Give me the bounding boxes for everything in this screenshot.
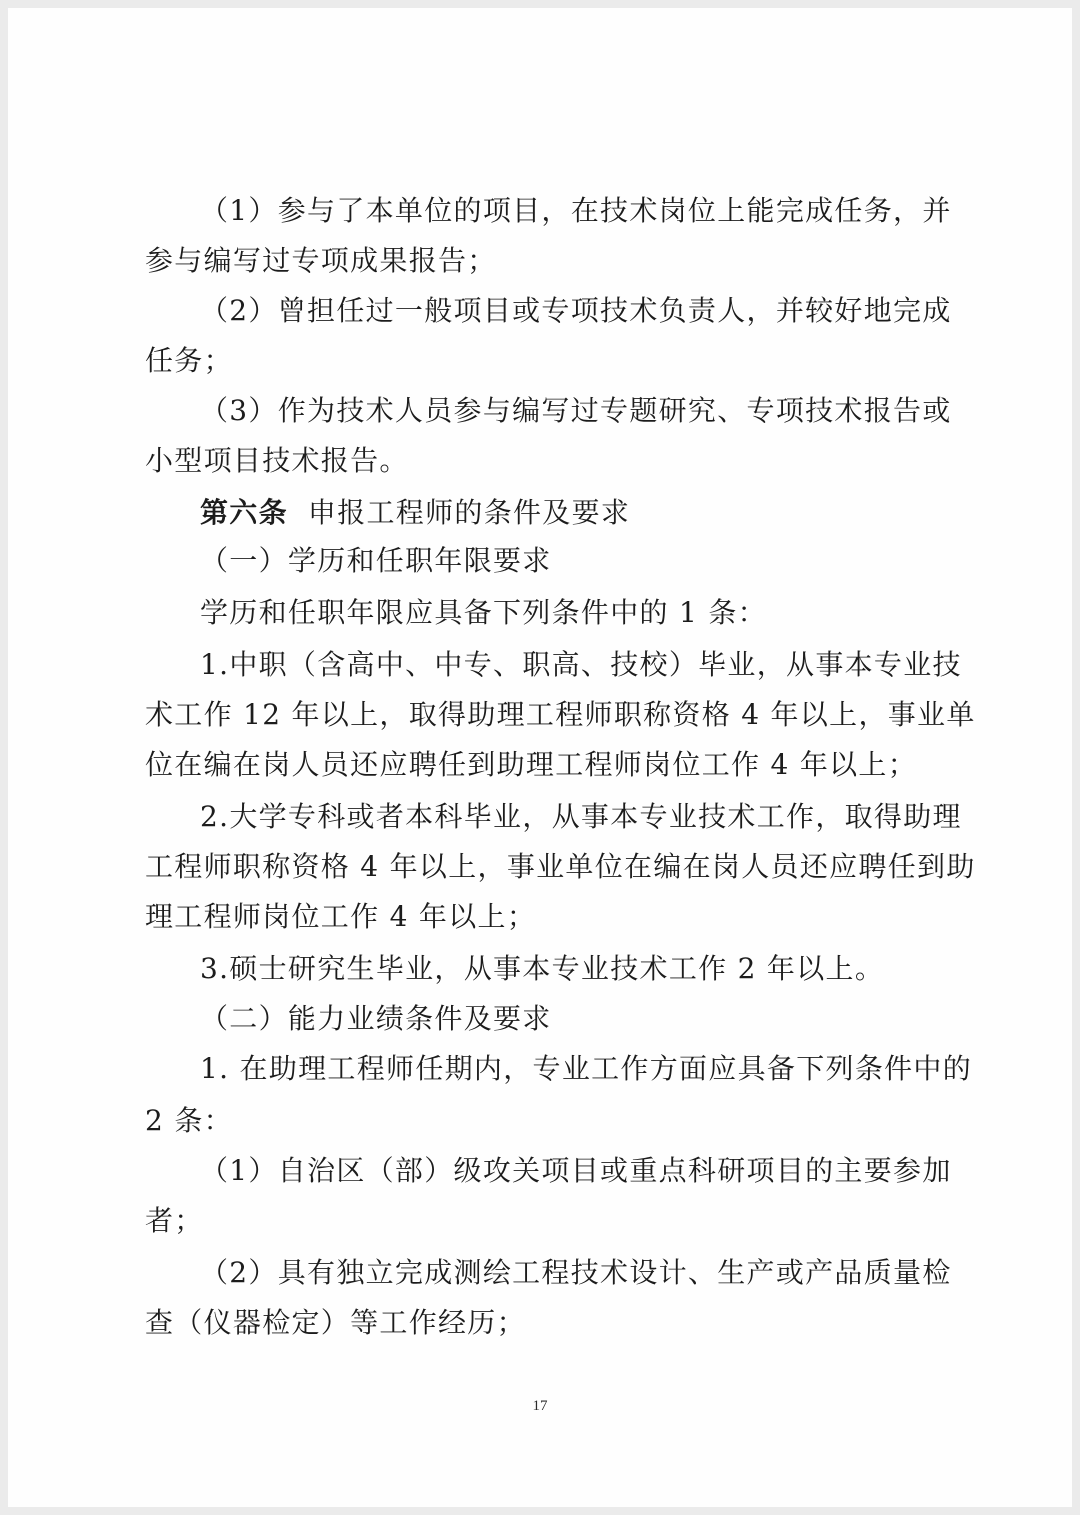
paragraph-line: 1. 在助理工程师任期内，专业工作方面应具备下列条件中的 — [200, 1052, 973, 1085]
paragraph-line: 任务； — [145, 344, 233, 377]
paragraph-line: 2 条： — [145, 1104, 233, 1137]
paragraph-line: 学历和任职年限应具备下列条件中的 1 条： — [200, 596, 767, 629]
paragraph-line: 查（仪器检定）等工作经历； — [145, 1306, 526, 1339]
paragraph-line: 工程师职称资格 4 年以上，事业单位在编在岗人员还应聘任到助 — [145, 850, 976, 883]
paragraph-line: 者； — [145, 1204, 204, 1237]
article-heading — [200, 486, 945, 540]
paragraph-line: （2）曾担任过一般项目或专项技术负责人，并较好地完成 — [200, 294, 952, 327]
paragraph-line: 小型项目技术报告。 — [145, 444, 409, 477]
paragraph-line: 理工程师岗位工作 4 年以上； — [145, 900, 537, 933]
section-heading: （一）学历和任职年限要求 — [200, 544, 552, 577]
paragraph-line: 参与编写过专项成果报告； — [145, 244, 497, 277]
paragraph-line: 1.中职（含高中、中专、职高、技校）毕业，从事本专业技 — [200, 648, 962, 681]
paragraph-line: （1）参与了本单位的项目，在技术岗位上能完成任务，并 — [200, 194, 952, 227]
paragraph-line: 位在编在岗人员还应聘任到助理工程师岗位工作 4 年以上； — [145, 748, 918, 781]
article-title: 申报工程师的条件及要求 — [307, 496, 631, 529]
page-number: 17 — [532, 1398, 548, 1414]
section-heading: （二）能力业绩条件及要求 — [200, 1002, 552, 1035]
paragraph-line: 3.硕士研究生毕业，从事本专业技术工作 2 年以上。 — [200, 952, 885, 985]
article-label: 第六条 — [200, 496, 288, 529]
paragraph-line: 术工作 12 年以上，取得助理工程师职称资格 4 年以上，事业单 — [145, 698, 976, 731]
paragraph-line: （3）作为技术人员参与编写过专题研究、专项技术报告或 — [200, 394, 952, 427]
paragraph-line: 2.大学专科或者本科毕业，从事本专业技术工作，取得助理 — [200, 800, 962, 833]
paragraph-line: （2）具有独立完成测绘工程技术设计、生产或产品质量检 — [200, 1256, 952, 1289]
paragraph-line: （1）自治区（部）级攻关项目或重点科研项目的主要参加 — [200, 1154, 952, 1187]
